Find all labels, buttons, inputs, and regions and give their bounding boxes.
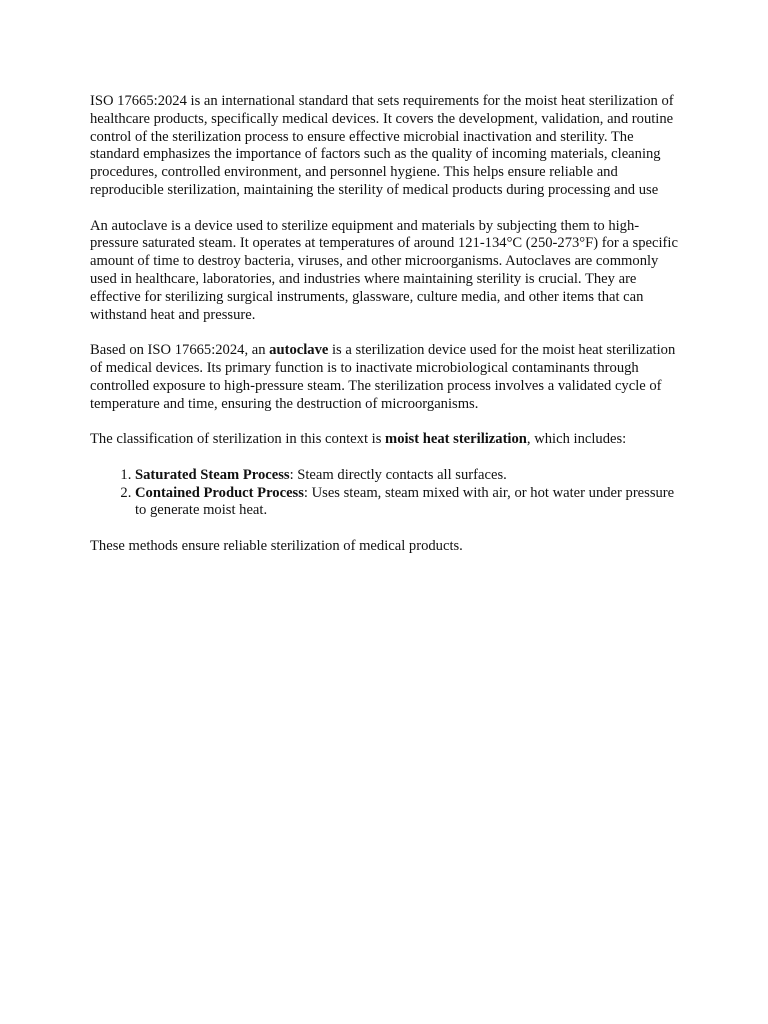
bold-term-moist-heat: moist heat sterilization [385, 431, 527, 448]
list-item-term: Saturated Steam Process [135, 466, 290, 483]
paragraph-autoclave-definition: An autoclave is a device used to sterilize equipment and materials by subjecting them to high-pressure saturated steam. It operates at temperatures of around 121-134°C (250-273°F) for a specific amount of time to destroy bacteria, viruses, and other microorganisms. Autoclaves are commonly used in healthcare, laboratories, and industries where maintaining sterility is crucial. They are effective for sterilizing surgical instruments, glassware, culture media, and other items that can withstand heat and pressure. [90, 217, 678, 323]
paragraph-text: Based on ISO 17665:2024, an [90, 342, 270, 359]
list-item-text: : Steam directly contacts all surfaces. [289, 466, 507, 483]
paragraph-text: , which includes: [526, 431, 627, 448]
list-item [135, 467, 680, 485]
list-item [135, 485, 680, 521]
list-item-text: : Uses steam, steam mixed with air, or hot water under pressure to generate moist heat. [135, 484, 675, 519]
list-item-term: Contained Product Process [135, 484, 304, 501]
paragraph-conclusion: These methods ensure reliable sterilization of medical products. [90, 537, 463, 554]
process-list [90, 467, 680, 520]
paragraph-iso-standard: ISO 17665:2024 is an international standard that sets requirements for the moist heat sterilization of healthcare products, specifically medical devices. It covers the development, validation, and routine control of the sterilization process to ensure effective microbial inactivation and sterility. The standard emphasizes the importance of factors such as the quality of incoming materials, cleaning procedures, controlled environment, and personnel hygiene. This helps ensure reliable and reproducible sterilization, maintaining the sterility of medical products during processing and use [90, 93, 674, 198]
bold-term-autoclave: autoclave [269, 342, 329, 359]
paragraph-autoclave-iso [90, 342, 680, 413]
paragraph-classification [90, 431, 680, 449]
document-body [90, 93, 680, 574]
paragraph-text: is a sterilization device used for the moist heat sterilization of medical devices. Its primary function is to inactivate microbiological contaminants through controlled exposure to high-pressure steam. The sterilization process involves a validated cycle of temperature and time, ensuring the destruction of microorganisms. [90, 342, 676, 412]
paragraph-text: The classification of sterilization in this context is [90, 431, 386, 448]
